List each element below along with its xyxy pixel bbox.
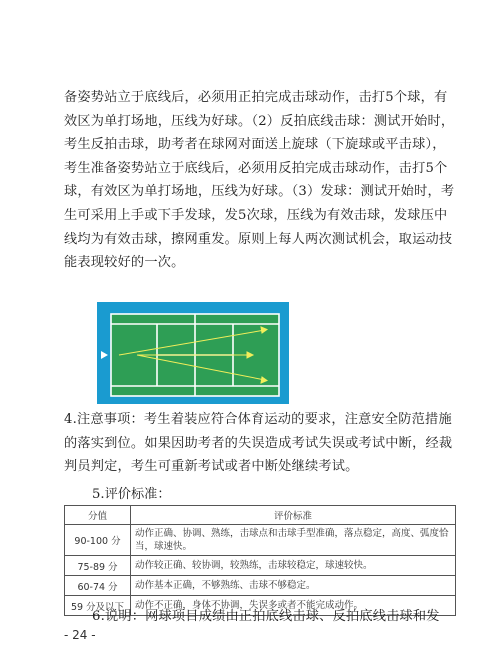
paragraph-notes: 4.注意事项：考生着装应符合体育运动的要求，注意安全防范措施的落实到位。如果因助考者的失误造成考试失误或考试中断，经裁判员判定，考生可重新考试或者中断处继续考试。 <box>64 412 453 475</box>
header-criteria: 评价标准 <box>131 506 456 525</box>
criteria-cell: 动作基本正确，不够熟练、击球不够稳定。 <box>131 576 456 596</box>
score-cell: 75-89 分 <box>65 556 131 576</box>
table-row <box>65 525 456 556</box>
criteria-cell: 动作正确、协调、熟练，击球点和击球手型准确，落点稳定，高度、弧度恰当，球速快。 <box>131 525 456 556</box>
score-cell: 60-74 分 <box>65 576 131 596</box>
paragraph-explanation: 6.说明：网球项目成绩由正拍底线击球、反拍底线击球和发 <box>92 609 440 624</box>
section-title-criteria: 5.评价标准： <box>92 487 171 502</box>
tennis-court-diagram <box>97 302 289 404</box>
paragraph-tennis-test-method: 备姿势站立于底线后，必须用正拍完成击球动作，击打5个球，有效区为单打场地，压线为好球。（2）反拍底线击球：测试开始时，考生反拍击球，助考者在球网对面送上旋球（下旋球或平击球），考生准备姿势站立于底线后，必须用反拍完成击球动作，击打5个球，有效区为单打场地，压线为好球。（3）发球：测试开始时，考生可采用上手或下手发球，发5次球，压线为有效击球，发球压中线均为有效击球，擦网重发。原则上每人两次测试机会，取运动技能表现较好的一次。 <box>64 90 455 271</box>
player-position-marker <box>101 351 108 359</box>
table-header-row <box>65 506 456 525</box>
criteria-cell: 动作较正确、较协调，较熟练，击球较稳定，球速较快。 <box>131 556 456 576</box>
table-row <box>65 556 456 576</box>
evaluation-table <box>64 505 456 616</box>
criteria-cell: 动作不正确，身体不协调，失误多或者不能完成动作。 <box>131 596 456 616</box>
score-cell: 90-100 分 <box>65 525 131 556</box>
score-cell: 59 分及以下 <box>65 596 131 616</box>
header-score: 分值 <box>65 506 131 525</box>
page-number: - 24 - <box>64 628 96 642</box>
table-row <box>65 576 456 596</box>
